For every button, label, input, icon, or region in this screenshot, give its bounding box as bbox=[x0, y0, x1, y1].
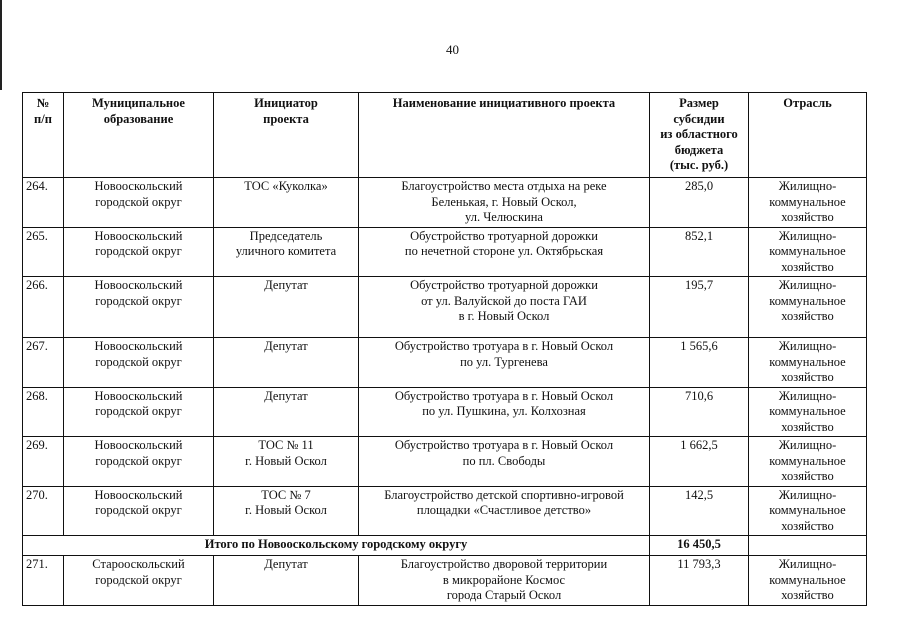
table-row bbox=[23, 227, 867, 277]
table-row bbox=[23, 437, 867, 487]
cell-municipality: Новооскольский городской округ bbox=[64, 437, 214, 487]
cell-municipality: Новооскольский городской округ bbox=[64, 178, 214, 228]
cell-sector: Жилищно- коммунальное хозяйство bbox=[749, 437, 867, 487]
cell-num: 264. bbox=[23, 178, 64, 228]
cell-sector: Жилищно- коммунальное хозяйство bbox=[749, 227, 867, 277]
cell-project: Благоустройство детской спортивно-игровой площадки «Счастливое детство» bbox=[359, 486, 650, 536]
cell-project: Благоустройство места отдыха на реке Беленькая, г. Новый Оскол, ул. Челюскина bbox=[359, 178, 650, 228]
table-row bbox=[23, 387, 867, 437]
cell-subsidy: 852,1 bbox=[650, 227, 749, 277]
header-num: № п/п bbox=[23, 93, 64, 178]
page-number: 40 bbox=[446, 42, 459, 57]
header-project: Наименование инициативного проекта bbox=[359, 93, 650, 178]
cell-initiator: Депутат bbox=[214, 338, 359, 388]
header-subsidy: Размер субсидии из областного бюджета (тыс. руб.) bbox=[650, 93, 749, 178]
cell-project: Благоустройство дворовой территории в микрорайоне Космос города Старый Оскол bbox=[359, 556, 650, 606]
cell-initiator: ТОС № 11 г. Новый Оскол bbox=[214, 437, 359, 487]
subsidy-table bbox=[22, 92, 867, 606]
total-label: Итого по Новооскольскому городскому округу bbox=[23, 536, 650, 556]
cell-initiator: Депутат bbox=[214, 387, 359, 437]
cell-num: 271. bbox=[23, 556, 64, 606]
cell-num: 269. bbox=[23, 437, 64, 487]
table-row bbox=[23, 486, 867, 536]
cell-municipality: Новооскольский городской округ bbox=[64, 338, 214, 388]
cell-project: Обустройство тротуара в г. Новый Оскол по ул. Пушкина, ул. Колхозная bbox=[359, 387, 650, 437]
total-sector-empty bbox=[749, 536, 867, 556]
cell-initiator: ТОС № 7 г. Новый Оскол bbox=[214, 486, 359, 536]
cell-municipality: Новооскольский городской округ bbox=[64, 387, 214, 437]
cell-num: 267. bbox=[23, 338, 64, 388]
cell-initiator: Депутат bbox=[214, 277, 359, 338]
cell-sector: Жилищно- коммунальное хозяйство bbox=[749, 277, 867, 338]
cell-municipality: Новооскольский городской округ bbox=[64, 227, 214, 277]
table-row bbox=[23, 178, 867, 228]
table-row bbox=[23, 338, 867, 388]
header-initiator: Инициатор проекта bbox=[214, 93, 359, 178]
cell-municipality: Старооскольский городской округ bbox=[64, 556, 214, 606]
cell-subsidy: 1 662,5 bbox=[650, 437, 749, 487]
header-municipality: Муниципальное образование bbox=[64, 93, 214, 178]
cell-subsidy: 710,6 bbox=[650, 387, 749, 437]
header-sector: Отрасль bbox=[749, 93, 867, 178]
cell-initiator: Депутат bbox=[214, 556, 359, 606]
table-row bbox=[23, 277, 867, 338]
cell-municipality: Новооскольский городской округ bbox=[64, 277, 214, 338]
cell-initiator: ТОС «Куколка» bbox=[214, 178, 359, 228]
cell-subsidy: 11 793,3 bbox=[650, 556, 749, 606]
cell-sector: Жилищно- коммунальное хозяйство bbox=[749, 338, 867, 388]
cell-num: 265. bbox=[23, 227, 64, 277]
cell-project: Обустройство тротуарной дорожки по нечетной стороне ул. Октябрьская bbox=[359, 227, 650, 277]
cell-sector: Жилищно- коммунальное хозяйство bbox=[749, 486, 867, 536]
cell-num: 266. bbox=[23, 277, 64, 338]
cell-num: 270. bbox=[23, 486, 64, 536]
cell-project: Обустройство тротуара в г. Новый Оскол по ул. Тургенева bbox=[359, 338, 650, 388]
cell-subsidy: 1 565,6 bbox=[650, 338, 749, 388]
cell-project: Обустройство тротуарной дорожки от ул. Валуйской до поста ГАИ в г. Новый Оскол bbox=[359, 277, 650, 338]
cell-initiator: Председатель уличного комитета bbox=[214, 227, 359, 277]
table-header-row bbox=[23, 93, 867, 178]
cell-sector: Жилищно- коммунальное хозяйство bbox=[749, 178, 867, 228]
total-row bbox=[23, 536, 867, 556]
cell-municipality: Новооскольский городской округ bbox=[64, 486, 214, 536]
cell-subsidy: 142,5 bbox=[650, 486, 749, 536]
cell-subsidy: 285,0 bbox=[650, 178, 749, 228]
cell-project: Обустройство тротуара в г. Новый Оскол по пл. Свободы bbox=[359, 437, 650, 487]
cell-subsidy: 195,7 bbox=[650, 277, 749, 338]
table-row bbox=[23, 556, 867, 606]
cell-sector: Жилищно- коммунальное хозяйство bbox=[749, 556, 867, 606]
cell-num: 268. bbox=[23, 387, 64, 437]
cell-sector: Жилищно- коммунальное хозяйство bbox=[749, 387, 867, 437]
total-amount: 16 450,5 bbox=[650, 536, 749, 556]
